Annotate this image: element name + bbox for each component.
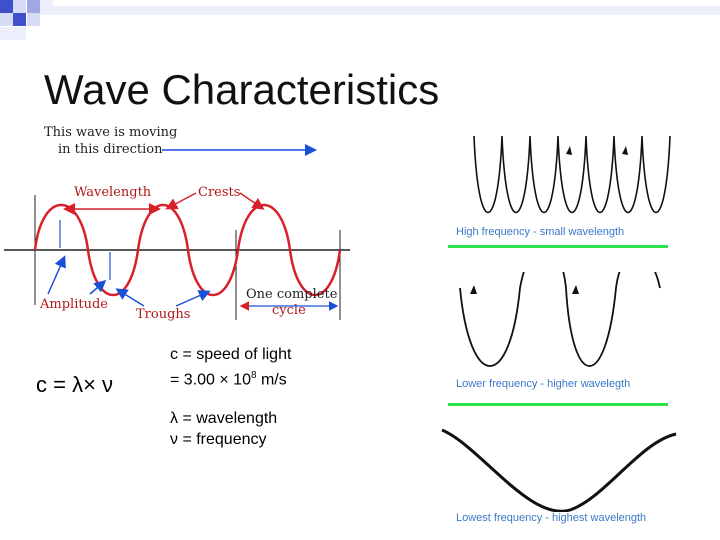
crest-arrow-left: [168, 193, 196, 208]
page-title: Wave Characteristics: [44, 66, 440, 113]
separator-2: [448, 403, 668, 406]
amplitude-label: Amplitude: [40, 297, 108, 312]
lambda-definition: λ = wavelength: [170, 410, 278, 427]
amplitude-arrow: [48, 258, 64, 294]
high-frequency-wave: [460, 128, 690, 223]
speed-of-light-exponent: 8: [250, 370, 257, 381]
speed-of-light-definition: [170, 344, 291, 390]
troughs-label: Troughs: [136, 307, 191, 322]
speed-of-light-value: = 3.00 × 10: [170, 371, 251, 389]
trough-arrow-left: [118, 290, 144, 306]
speed-of-light-unit: m/s: [256, 371, 287, 389]
wave-diagram: [0, 120, 360, 330]
cycle-label-line2: cycle: [272, 303, 306, 318]
nu-definition: ν = frequency: [170, 431, 267, 448]
wavelength-definition: [170, 408, 277, 450]
separator-1: [448, 245, 668, 248]
crests-label: Crests: [198, 185, 241, 200]
trough-arrow-right: [176, 292, 208, 306]
lowest-frequency-caption: Lowest frequency - highest wavelength: [456, 512, 647, 524]
title-rule: [40, 6, 720, 15]
lower-frequency-wave: [450, 272, 680, 372]
wave-equation: c = λ× ν: [36, 372, 114, 397]
cycle-label-line1: One complete: [246, 287, 338, 302]
direction-label-line2: in this direction: [58, 142, 163, 157]
speed-of-light-line1: c = speed of light: [170, 346, 292, 363]
direction-label-line1: This wave is moving: [44, 125, 178, 140]
speed-of-light-line2: [170, 365, 291, 390]
crest-arrow-right: [240, 193, 262, 208]
lower-frequency-caption: Lower frequency - higher wavelegth: [456, 378, 631, 390]
lowest-frequency-wave: [440, 412, 680, 512]
wavelength-label: Wavelength: [74, 185, 152, 200]
high-frequency-caption: High frequency - small wavelength: [456, 226, 625, 238]
